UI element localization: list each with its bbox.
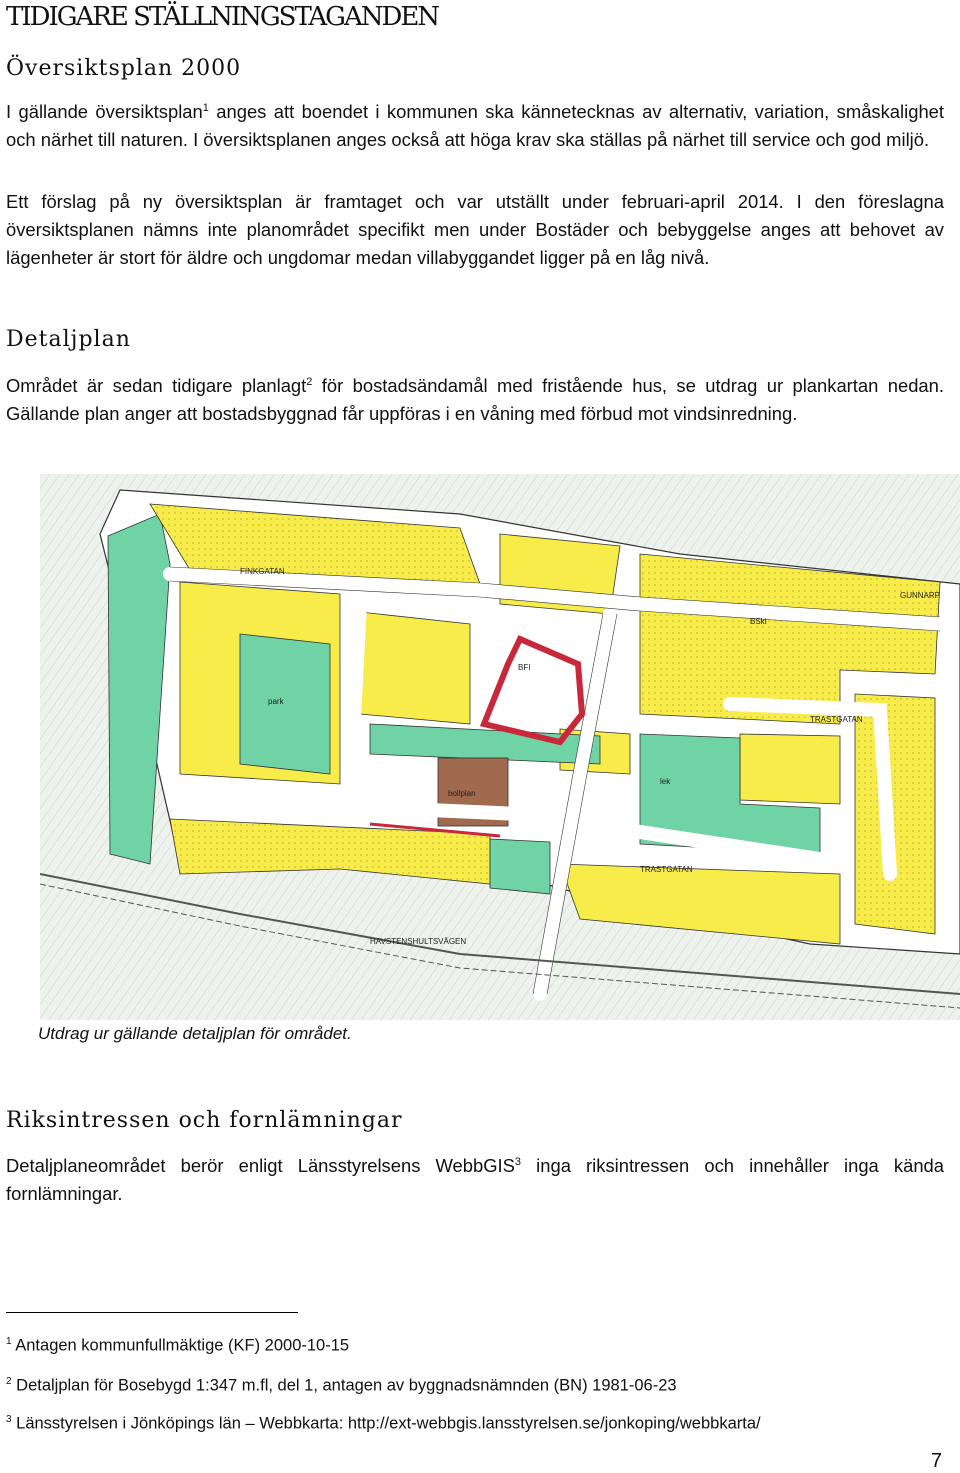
map-label-trastgatan-south: TRASTGATAN <box>640 865 693 874</box>
map-label-lek: lek <box>660 777 671 786</box>
section-heading-detaljplan: Detaljplan <box>6 327 131 352</box>
map-label-bfi: BFI <box>518 663 531 672</box>
document-title: TIDIGARE STÄLLNINGSTAGANDEN <box>6 2 439 32</box>
footnote-2: $^2$ Detaljplan för Bosebygd 1:347 m.fl, del 1, antagen av byggnadsnämnden (BN) 1981-06-23 <box>6 1376 677 1395</box>
footnote-3: $^3$ Länsstyrelsen i Jönköpings län – Webbkarta: http://ext-webbgis.lansstyrelsen.se/jonkoping/webbkarta/ <box>6 1414 761 1433</box>
block-east-inner <box>740 734 840 804</box>
paragraph-oversiktsplan-2: Ett förslag på ny översiktsplan är framtaget och var utställt under februari-april 2014. I den föreslagna översiktsplanen nämns inte planområdet specifikt men under Bostäder och bebyggelse anges att behovet av lägenheter är stort för äldre och ungdomar medan villabyggandet ligger på en låg nivå. <box>6 191 944 268</box>
footnote-ref-2: 2 <box>306 376 313 388</box>
park-south <box>490 839 550 894</box>
paragraph-riksintressen: Detaljplaneområdet berör enligt Länsstyrelsens WebbGIS$^3$ inga riksintressen och innehåller inga kända fornlämningar. <box>6 1155 944 1205</box>
road-local-west <box>350 604 360 794</box>
paragraph-oversiktsplan-1: I gällande översiktsplan$^1$ anges att boendet i kommunen ska kännetecknas av alternativ, variation, småskalighet och närhet till naturen. I översiktsplanen anges också att höga krav ska ställas på närhet till service och god miljö. <box>6 101 945 151</box>
footnote-separator <box>6 1312 298 1313</box>
section-heading-oversiktsplan: Översiktsplan 2000 <box>6 56 242 81</box>
block-center-west <box>360 612 470 724</box>
paragraph-detaljplan: Området är sedan tidigare planlagt$^2$ för bostadsändamål med fristående hus, se utdrag ur plankartan nedan. Gällande plan anger att bostadsbyggnad får uppföras i en våning med förbud mot vindsinredning. <box>6 375 944 425</box>
section-heading-riksintressen: Riksintressen och fornlämningar <box>6 1108 403 1133</box>
map-label-trastgatan: TRASTGATAN <box>810 715 863 724</box>
map-label-havstenshultsvagen: HAVSTENSHULTSVÄGEN <box>370 937 467 946</box>
map-label-gunnarp: GUNNARP <box>900 591 941 600</box>
map-label-bskl: BSkI <box>750 617 767 626</box>
map-label-finkgatan: FINKGATAN <box>240 567 285 576</box>
footnote-ref-3: 3 <box>514 1156 522 1168</box>
park-west <box>240 634 330 774</box>
page-number: 7 <box>930 1450 942 1472</box>
footnote-1: $^1$ Antagen kommunfullmäktige (KF) 2000-10-15 <box>6 1336 350 1355</box>
map-label-park: park <box>268 697 284 706</box>
map-caption: Utdrag ur gällande detaljplan för området. <box>38 1024 352 1043</box>
footnote-ref-1: 1 <box>202 102 209 114</box>
map-label-bollplan: bollplan <box>448 789 476 798</box>
detailed-plan-map <box>40 474 960 1020</box>
